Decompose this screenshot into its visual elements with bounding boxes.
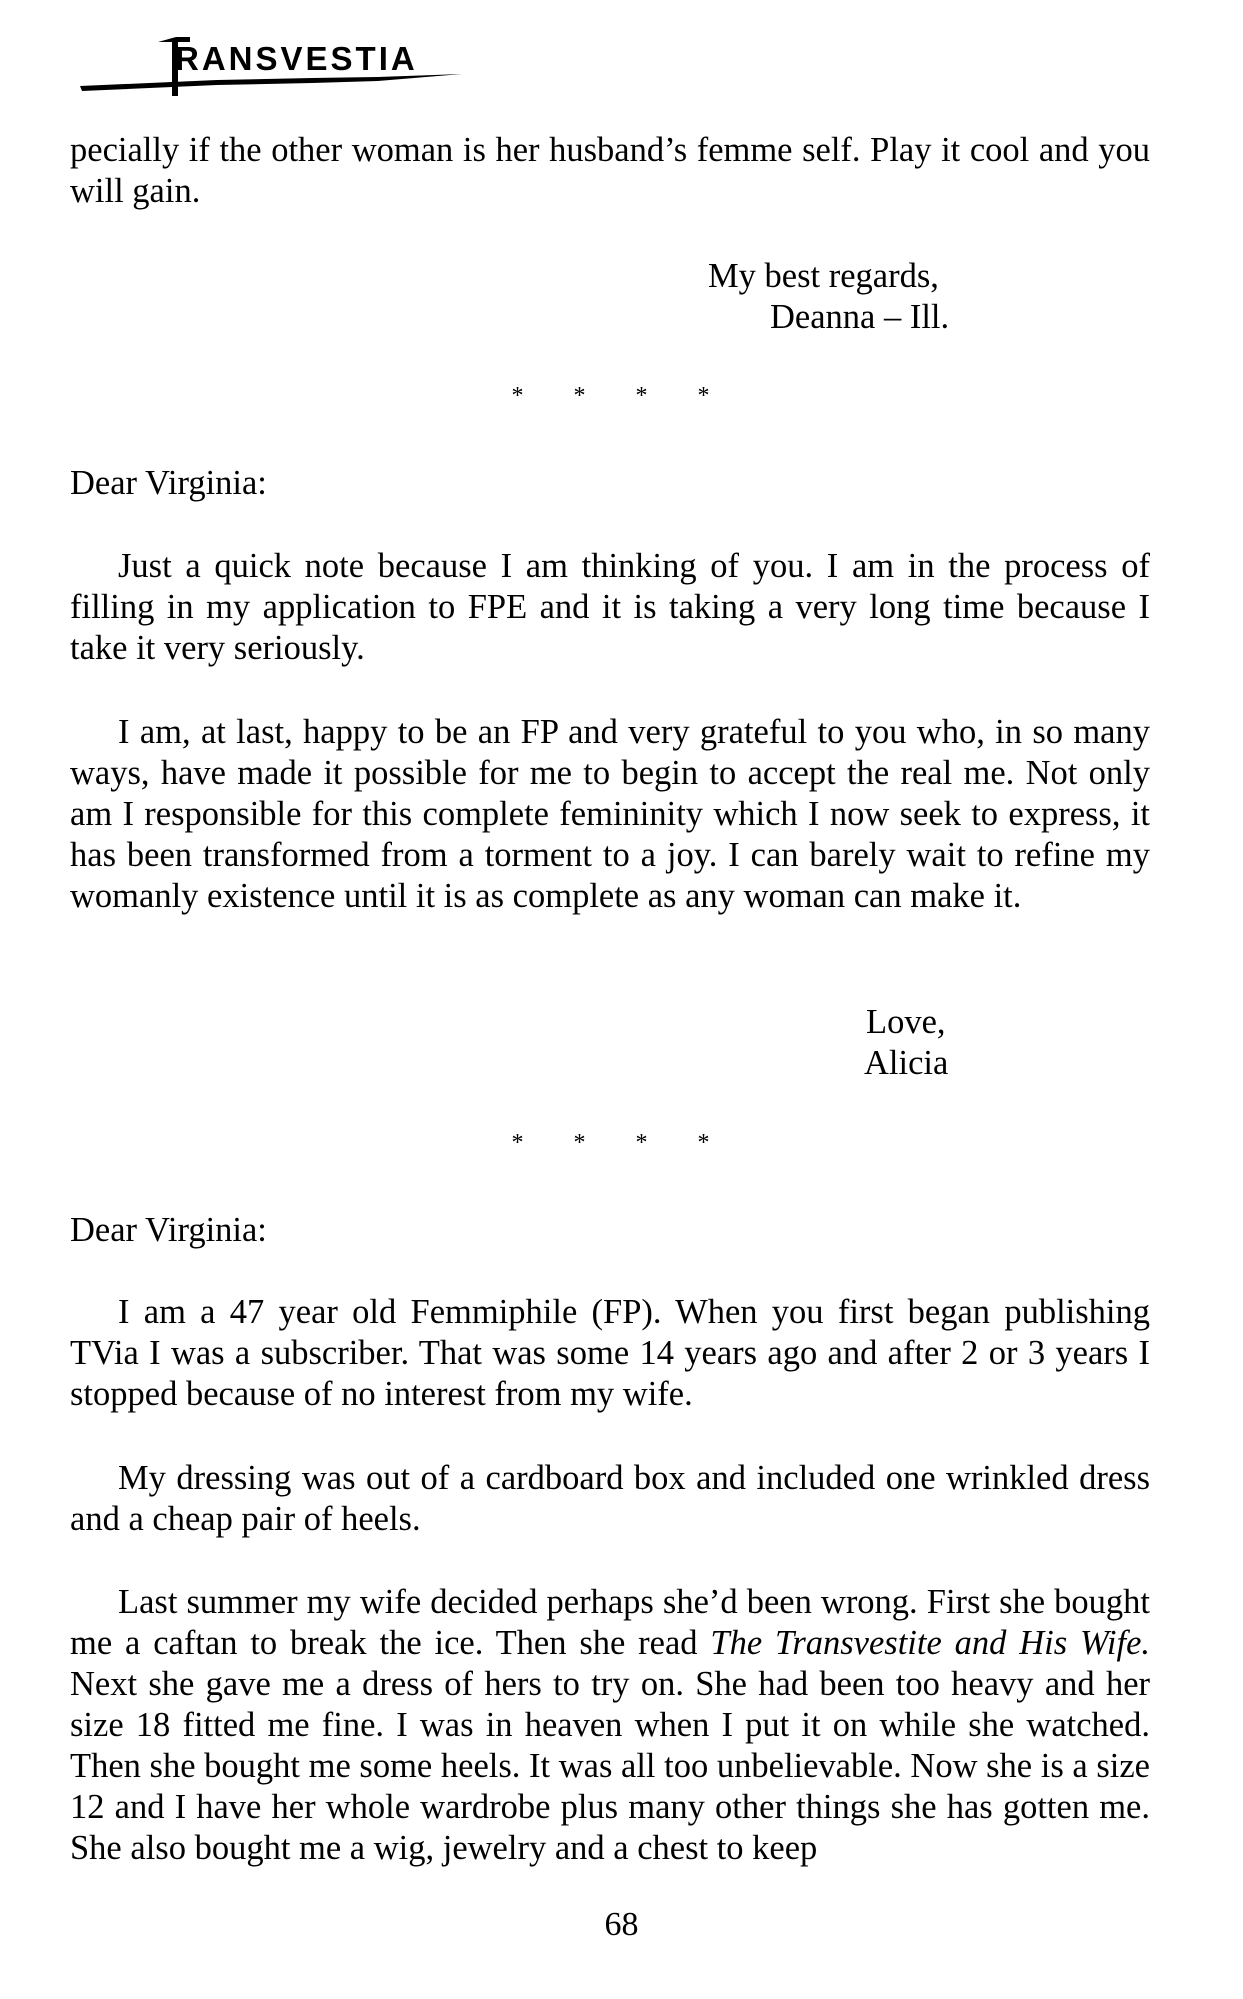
letter1-closing: My best regards, [708, 257, 939, 295]
letter1-signature: Deanna – Ill. [770, 298, 950, 336]
paragraph-text: Last summer my wife decided perhaps she’d been wrong. First she bought me a caftan to break the ice. Then she read [70, 1583, 1150, 1662]
masthead-logo [72, 28, 472, 98]
section-divider: * * * * [511, 383, 732, 409]
letter2-signature: Alicia [864, 1044, 949, 1082]
page-number: 68 [604, 1906, 639, 1943]
letter3-paragraph-3 [70, 1582, 1150, 1869]
letter1-closing-paragraph [70, 130, 1150, 212]
letter3-salutation: Dear Virginia: [70, 1211, 267, 1249]
letter3-paragraph-2: My dressing was out of a cardboard box and included one wrinkled dress and a cheap pair of heels. [70, 1459, 1150, 1538]
letter2-closing: Love, [866, 1003, 946, 1041]
section-divider: * * * * [511, 1130, 732, 1156]
letter3-paragraph-1: I am a 47 year old Femmiphile (FP). When you first began publishing TVia I was a subscriber. That was some 14 years ago and after 2 or 3 years I stopped because of no interest from my wife. [70, 1293, 1150, 1413]
letter2-salutation: Dear Virginia: [70, 464, 267, 502]
masthead-title: RANSVESTIA [175, 40, 418, 77]
paragraph-text: Next she gave me a dress of hers to try on. She had been too heavy and her size 18 fitted me fine. I was in heaven when I put it on while she watched. Then she bought me some heels. It was all too unbelievable. Now she is a size 12 and I have her whole wardrobe plus many other things she has gotten me. She also bought me a wig, jewelry and a chest to keep [70, 1665, 1150, 1867]
letter2-paragraph-2: I am, at last, happy to be an FP and very grateful to you who, in so many ways, have made it possible for me to begin to accept the real me. Not only am I responsible for this complete femininity which I now seek to express, it has been transformed from a torment to a joy. I can barely wait to refine my womanly existence until it is as complete as any woman can make it. [70, 713, 1150, 915]
paragraph: pecially if the other woman is her husband’s femme self. Play it cool and you will gain. [70, 131, 1150, 210]
letter2-paragraph-1: Just a quick note because I am thinking of you. I am in the process of filling in my application to FPE and it is taking a very long time because I take it very seriously. [70, 547, 1150, 667]
book-title: The Transvestite and His Wife. [710, 1624, 1151, 1662]
